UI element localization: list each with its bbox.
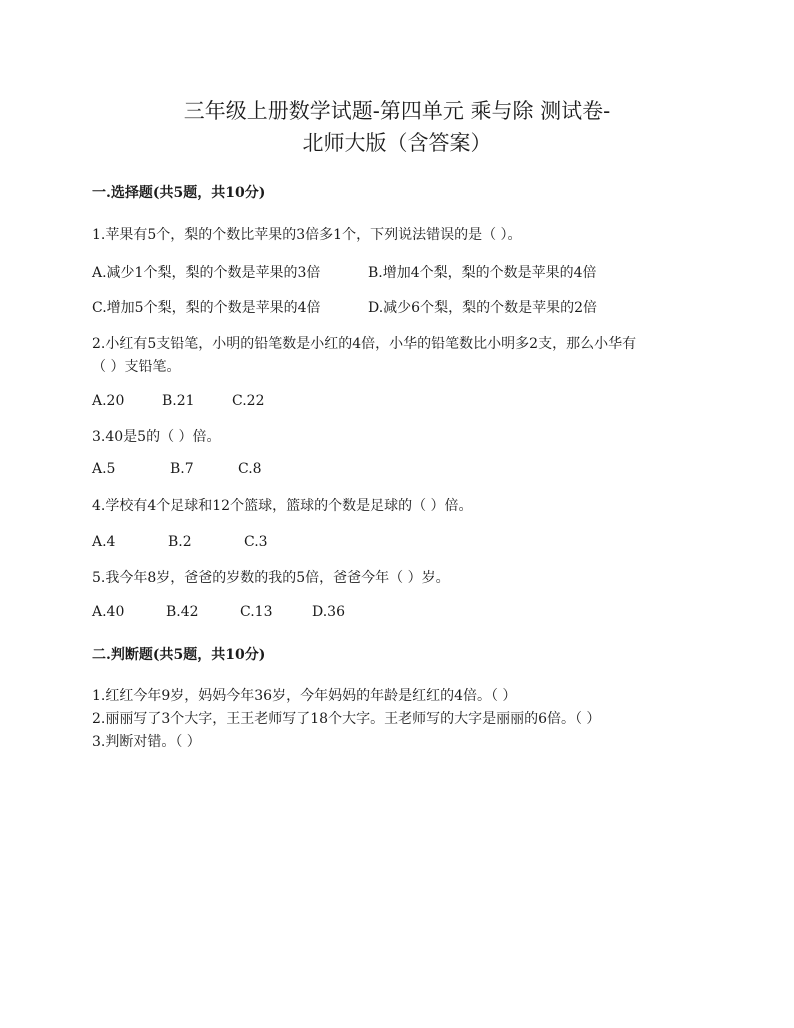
question-5-option-d: D.36 xyxy=(312,604,345,620)
question-1-text: 1.苹果有5个，梨的个数比苹果的3倍多1个，下列说法错误的是（ ）。 xyxy=(92,227,522,243)
question-2-option-b: B.21 xyxy=(162,393,195,409)
question-3-text: 3.40是5的（ ）倍。 xyxy=(92,429,221,445)
question-1-option-c: C.增加5个梨，梨的个数是苹果的4倍 xyxy=(92,300,321,316)
judgement-2-text: 2.丽丽写了3个大字，王王老师写了18个大字。王老师写的大字是丽丽的6倍。（ ） xyxy=(92,711,601,727)
question-1-option-b: B.增加4个梨，梨的个数是苹果的4倍 xyxy=(368,265,597,281)
question-1-option-a: A.减少1个梨，梨的个数是苹果的3倍 xyxy=(92,265,321,281)
judgement-1-text: 1.红红今年9岁，妈妈今年36岁，今年妈妈的年龄是红红的4倍。（ ） xyxy=(92,688,517,704)
question-3-option-b: B.7 xyxy=(170,461,194,477)
question-3-option-c: C.8 xyxy=(238,461,262,477)
question-2-text-continued: （ ）支铅笔。 xyxy=(92,359,181,375)
question-2-option-c: C.22 xyxy=(232,393,265,409)
question-5-text: 5.我今年8岁，爸爸的岁数的我的5倍，爸爸今年（ ）岁。 xyxy=(92,570,450,586)
question-4-text: 4.学校有4个足球和12个篮球，篮球的个数是足球的（ ）倍。 xyxy=(92,498,473,514)
question-3-option-a: A.5 xyxy=(92,461,116,477)
question-5-option-a: A.40 xyxy=(92,604,125,620)
question-2-text: 2.小红有5支铅笔，小明的铅笔数是小红的4倍，小华的铅笔数比小明多2支，那么小华有 xyxy=(92,336,637,352)
question-4-option-b: B.2 xyxy=(168,534,192,550)
document-title-line1: 三年级上册数学试题-第四单元 乘与除 测试卷- xyxy=(183,99,611,123)
section-heading-choice: 一.选择题(共5题，共10分) xyxy=(92,185,266,201)
question-5-option-b: B.42 xyxy=(166,604,199,620)
question-5-option-c: C.13 xyxy=(240,604,273,620)
question-2-option-a: A.20 xyxy=(92,393,125,409)
document-title-line2: 北师大版（含答案） xyxy=(302,131,492,155)
question-1-option-d: D.减少6个梨，梨的个数是苹果的2倍 xyxy=(368,300,597,316)
question-4-option-c: C.3 xyxy=(244,534,268,550)
section-heading-judgement: 二.判断题(共5题，共10分) xyxy=(92,647,266,663)
question-4-option-a: A.4 xyxy=(92,534,116,550)
judgement-3-text: 3.判断对错。（ ） xyxy=(92,734,201,750)
